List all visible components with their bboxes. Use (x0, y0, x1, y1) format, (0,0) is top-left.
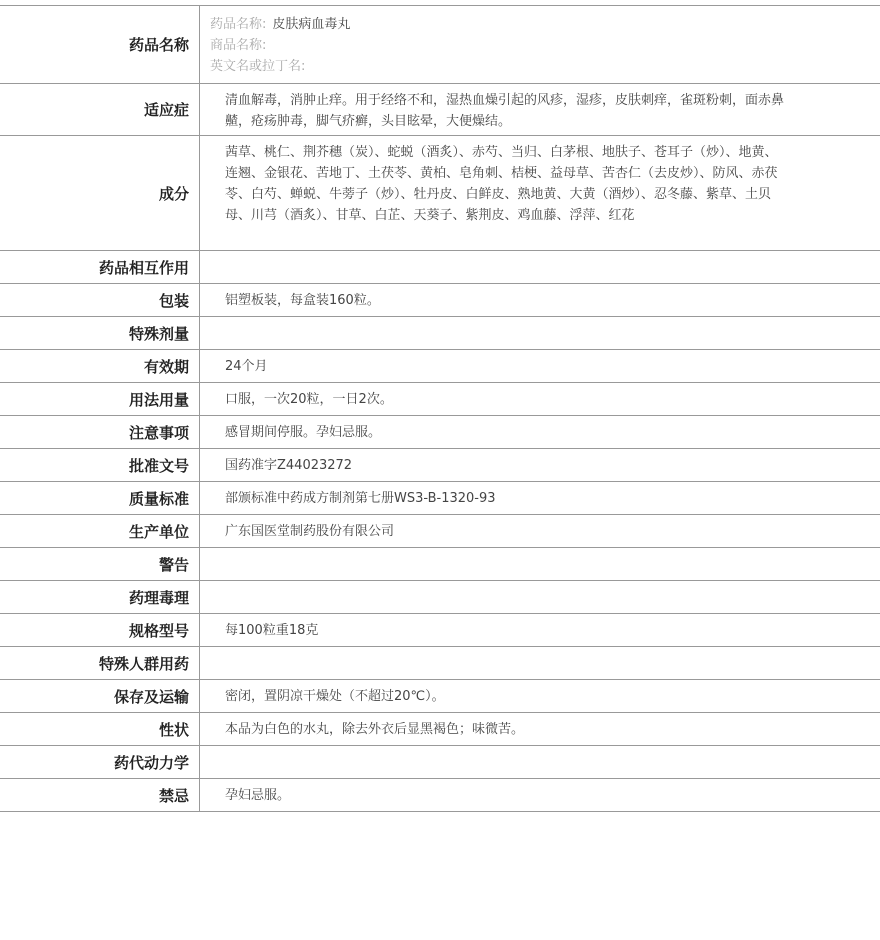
row-label: 注意事项 (0, 416, 200, 448)
row-value: 清血解毒，消肿止痒。用于经络不和，湿热血燥引起的风疹，湿疹，皮肤刺痒，雀斑粉刺，面赤鼻齄，疮疡肿毒，脚气疥癣，头目眩晕，大便燥结。 (225, 93, 785, 129)
table-row (0, 383, 880, 416)
table-row (0, 317, 880, 350)
table-row (0, 416, 880, 449)
row-label: 特殊人群用药 (0, 647, 200, 679)
table-row (0, 647, 880, 680)
row-label: 禁忌 (0, 779, 200, 811)
row-label: 批准文号 (0, 449, 200, 481)
trade-name-line (210, 35, 350, 56)
drug-names-block (200, 6, 360, 83)
row-value (200, 581, 880, 613)
table-row (0, 515, 880, 548)
row-label: 有效期 (0, 350, 200, 382)
row-value (200, 251, 880, 283)
row-label: 生产单位 (0, 515, 200, 547)
row-value (200, 647, 880, 679)
row-label: 包装 (0, 284, 200, 316)
row-label: 质量标准 (0, 482, 200, 514)
generic-name-key: 药品名称: (210, 17, 267, 32)
row-label: 用法用量 (0, 383, 200, 415)
row-value: 广东国医堂制药股份有限公司 (225, 523, 395, 539)
row-value: 部颁标准中药成方制剂第七册WS3-B-1320-93 (225, 490, 496, 506)
row-value: 感冒期间停服。孕妇忌服。 (225, 424, 382, 440)
row-value: 密闭，置阴凉干燥处（不超过20℃）。 (225, 688, 445, 704)
table-row (0, 581, 880, 614)
table-rows (0, 84, 880, 812)
row-label: 规格型号 (0, 614, 200, 646)
table-row (0, 136, 880, 251)
table-row (0, 251, 880, 284)
row-label: 药代动力学 (0, 746, 200, 778)
row-value (200, 548, 880, 580)
row-value: 口服，一次20粒，一日2次。 (225, 391, 393, 407)
table-row (0, 548, 880, 581)
row-label: 特殊剂量 (0, 317, 200, 349)
table-row-drug-name (0, 6, 880, 84)
table-row (0, 713, 880, 746)
row-label: 适应症 (0, 84, 200, 135)
row-label: 保存及运输 (0, 680, 200, 712)
trade-name-key: 商品名称: (210, 38, 267, 53)
row-label: 药品相互作用 (0, 251, 200, 283)
row-value (200, 746, 880, 778)
english-name-line (210, 56, 350, 77)
table-row (0, 779, 880, 812)
generic-name-line (210, 14, 350, 35)
row-label: 警告 (0, 548, 200, 580)
row-label: 药品名称 (0, 6, 200, 83)
table-row (0, 614, 880, 647)
table-row (0, 680, 880, 713)
table-row (0, 350, 880, 383)
row-label: 成分 (0, 136, 200, 250)
row-value: 国药准字Z44023272 (225, 457, 353, 473)
row-value: 每100粒重18克 (225, 622, 319, 638)
row-label: 药理毒理 (0, 581, 200, 613)
row-value (200, 317, 880, 349)
english-name-key: 英文名或拉丁名: (210, 59, 306, 74)
row-value: 24个月 (225, 358, 268, 374)
drug-info-table (0, 5, 880, 812)
row-value: 茜草、桃仁、荆芥穗（炭）、蛇蜕（酒炙）、赤芍、当归、白茅根、地肤子、苍耳子（炒）、地黄、连翘、金银花、苦地丁、土茯苓、黄柏、皂角刺、桔梗、益母草、苦杏仁（去皮炒）、防风、赤茯苓、白芍、蝉蜕、牛蒡子（炒）、牡丹皮、白鲜皮、熟地黄、大黄（酒炒）、忍冬藤、紫草、土贝母、川芎（酒炙）、甘草、白芷、天葵子、紫荆皮、鸡血藤、浮萍、红花 (225, 145, 778, 223)
table-row (0, 84, 880, 136)
row-value: 铝塑板装，每盒装160粒。 (225, 292, 380, 308)
table-row (0, 284, 880, 317)
table-row (0, 746, 880, 779)
row-value: 本品为白色的水丸，除去外衣后显黑褐色；味微苦。 (225, 721, 525, 737)
row-label: 性状 (0, 713, 200, 745)
table-row (0, 449, 880, 482)
generic-name-value: 皮肤病血毒丸 (272, 17, 351, 32)
table-row (0, 482, 880, 515)
row-value: 孕妇忌服。 (225, 787, 291, 803)
